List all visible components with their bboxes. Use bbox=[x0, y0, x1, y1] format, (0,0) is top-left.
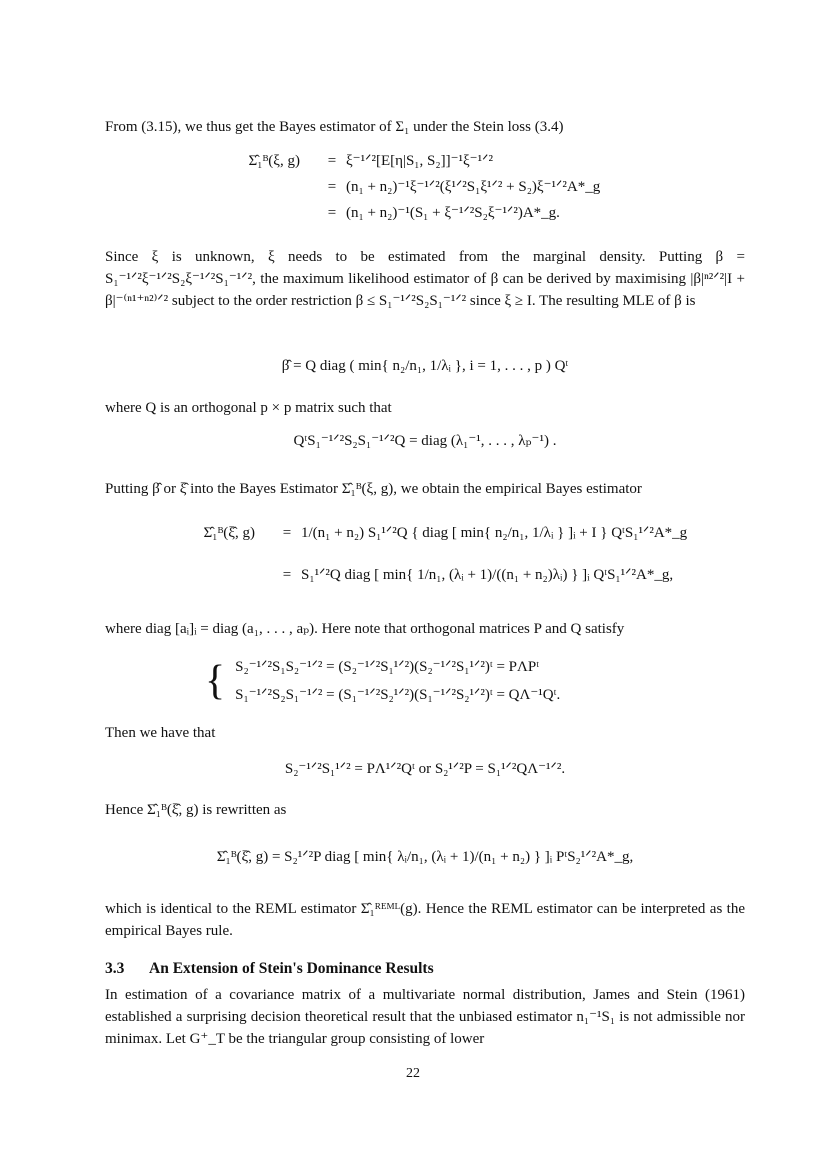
hence-paragraph: Hence Σ̂₁ᴮ(ξ̂, g) is rewritten as bbox=[105, 802, 287, 818]
mle-equation: β̂ = Q diag ( min{ n₂/n₁, 1/λᵢ }, i = 1, . . . , p ) Qᵗ bbox=[281, 358, 569, 374]
bayes-eq-row-2 bbox=[105, 176, 745, 198]
emp-eq-row-2 bbox=[105, 564, 745, 586]
q-diag-equation: QᵗS₁⁻¹ᐟ²S₂S₁⁻¹ᐟ²Q = diag (λ₁⁻¹, . . . , λₚ⁻¹) . bbox=[293, 433, 557, 449]
intro-paragraph: From (3.15), we thus get the Bayes estimator of Σ₁ under the Stein loss (3.4) bbox=[105, 119, 564, 135]
empirical-bayes-equation bbox=[105, 522, 745, 586]
equals-sign: = bbox=[282, 567, 292, 583]
bayes-estimator-equation bbox=[105, 150, 745, 224]
bayes-eq-row-1 bbox=[105, 150, 745, 172]
system-equation bbox=[205, 656, 655, 706]
bayes-eq-line-3: (n₁ + n₂)⁻¹(S₁ + ξ⁻¹ᐟ²S₂ξ⁻¹ᐟ²)A*_g. bbox=[346, 205, 560, 221]
since-paragraph: Since ξ is unknown, ξ needs to be estimated from the marginal density. Putting β = S₁⁻¹ᐟ²ξ⁻¹ᐟ²S₂ξ⁻¹ᐟ²S₁⁻¹ᐟ², the maximum likelihood estimator of β can be derived by maximising |β|ⁿ²ᐟ²|I + β|⁻⁽ⁿ¹⁺ⁿ²⁾ᐟ² subject to the order restriction β ≤ S₁⁻¹ᐟ²S₂S₁⁻¹ᐟ² since ξ ≥ I. The resulting MLE of β is bbox=[105, 249, 745, 309]
section-heading bbox=[105, 960, 434, 978]
reml-paragraph: which is identical to the REML estimator Σ̂₁ᴿᴱᴹᴸ(g). Hence the REML estimator can be interpreted as the empirical Bayes rule. bbox=[105, 901, 745, 939]
left-brace: { bbox=[205, 658, 226, 704]
equals-sign: = bbox=[327, 205, 337, 221]
emp-eq-line-2: S₁¹ᐟ²Q diag [ min{ 1/n₁, (λᵢ + 1)/((n₁ + n₂)λᵢ) } ]ᵢ QᵗS₁¹ᐟ²A*_g, bbox=[301, 567, 674, 583]
then-paragraph: Then we have that bbox=[105, 725, 216, 741]
bayes-eq-lhs: Σ̂₁ᴮ(ξ, g) bbox=[248, 153, 300, 169]
hence-equation: Σ̂₁ᴮ(ξ̂, g) = S₂¹ᐟ²P diag [ min{ λᵢ/n₁, (λᵢ + 1)/(n₁ + n₂) } ]ᵢ PᵗS₂¹ᐟ²A*_g, bbox=[216, 849, 634, 865]
emp-eq-lhs: Σ̂₁ᴮ(ξ̂, g) bbox=[203, 525, 255, 541]
then-equation: S₂⁻¹ᐟ²S₁¹ᐟ² = PΛ¹ᐟ²Qᵗ or S₂¹ᐟ²P = S₁¹ᐟ²QΛ⁻¹ᐟ². bbox=[284, 761, 566, 777]
bayes-eq-row-3 bbox=[105, 202, 745, 224]
bayes-eq-line-1: ξ⁻¹ᐟ²[E[η|S₁, S₂]]⁻¹ξ⁻¹ᐟ² bbox=[346, 153, 493, 169]
bayes-eq-line-2: (n₁ + n₂)⁻¹ξ⁻¹ᐟ²(ξ¹ᐟ²S₁ξ¹ᐟ² + S₂)ξ⁻¹ᐟ²A*_g bbox=[346, 179, 601, 195]
section-number: 3.3 bbox=[105, 960, 125, 977]
equals-sign: = bbox=[327, 179, 337, 195]
equals-sign: = bbox=[282, 525, 292, 541]
page-number: 22 bbox=[406, 1066, 420, 1081]
final-paragraph: In estimation of a covariance matrix of a multivariate normal distribution, James and Stein (1961) established a surprising decision theoretical result that the unbiased estimator n₁⁻¹S₁ is not admissible nor minimax. Let G⁺_T be the triangular group consisting of lower bbox=[105, 987, 745, 1047]
system-line-1: S₂⁻¹ᐟ²S₁S₂⁻¹ᐟ² = (S₂⁻¹ᐟ²S₁¹ᐟ²)(S₂⁻¹ᐟ²S₁¹ᐟ²)ᵗ = PΛPᵗ bbox=[235, 659, 540, 675]
emp-eq-line-1: 1/(n₁ + n₂) S₁¹ᐟ²Q { diag [ min{ n₂/n₁, 1/λᵢ } ]ᵢ + I } QᵗS₁¹ᐟ²A*_g bbox=[301, 525, 688, 541]
system-line-2: S₁⁻¹ᐟ²S₂S₁⁻¹ᐟ² = (S₁⁻¹ᐟ²S₂¹ᐟ²)(S₁⁻¹ᐟ²S₂¹ᐟ²)ᵗ = QΛ⁻¹Qᵗ. bbox=[235, 687, 561, 703]
where-q-paragraph: where Q is an orthogonal p × p matrix such that bbox=[105, 400, 392, 416]
where-diag-paragraph: where diag [aᵢ]ᵢ = diag (a₁, . . . , aₚ). Here note that orthogonal matrices P and Q satisfy bbox=[105, 621, 625, 637]
section-title: An Extension of Stein's Dominance Results bbox=[149, 960, 434, 977]
equals-sign: = bbox=[327, 153, 337, 169]
putting-paragraph: Putting β̂ or ξ̂ into the Bayes Estimator Σ̂₁ᴮ(ξ, g), we obtain the empirical Bayes estimator bbox=[105, 481, 642, 497]
emp-eq-row-1 bbox=[105, 522, 745, 544]
